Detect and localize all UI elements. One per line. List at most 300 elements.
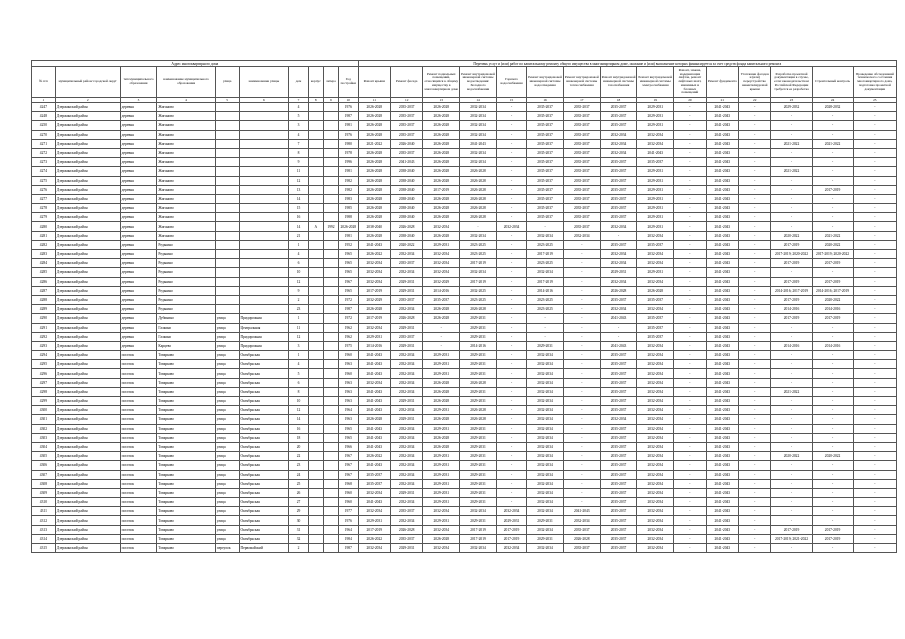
table-cell: [239, 194, 289, 203]
table-cell: 12: [289, 332, 308, 341]
table-cell: 2032-2034: [527, 488, 564, 497]
table-cell: 2035-2037: [600, 424, 637, 433]
table-cell: -: [812, 369, 853, 378]
table-cell: 2026-2040: [390, 139, 422, 148]
table-cell: Октябрьская: [239, 488, 289, 497]
table-cell: 2035-2037: [600, 516, 637, 525]
table-cell: -: [812, 442, 853, 451]
table-cell: Жиганово: [157, 222, 215, 231]
table-cell: 2014-2016: [771, 305, 812, 314]
table-cell: Редькино: [157, 250, 215, 259]
table-cell: поселок: [120, 369, 157, 378]
table-cell: -: [853, 544, 896, 553]
table-cell: 2026-2028: [390, 525, 422, 534]
table-cell: -: [496, 397, 526, 406]
table-cell: 2035-2037: [600, 470, 637, 479]
table-cell: Дзержинский район: [55, 231, 120, 240]
table-cell: 2032-2034: [637, 507, 674, 516]
table-cell: Дзержинский район: [55, 470, 120, 479]
table-cell: поселок: [120, 525, 157, 534]
table-cell: 4250: [32, 121, 56, 130]
table-cell: -: [563, 488, 600, 497]
table-cell: 2029-2031: [600, 268, 637, 277]
table-cell: Дзержинский район: [55, 286, 120, 295]
table-cell: 2026-2028: [637, 286, 674, 295]
table-cell: -: [812, 148, 853, 157]
address-section-title: Адрес многоквартирного дома: [32, 61, 359, 67]
table-cell: деревня: [120, 222, 157, 231]
table-cell: -: [674, 360, 706, 369]
table-cell: деревня: [120, 341, 157, 350]
table-cell: 1996: [338, 158, 358, 167]
table-cell: -: [739, 148, 771, 157]
table-cell: Дубинино: [157, 314, 215, 323]
table-cell: 2035-2037: [563, 167, 600, 176]
table-cell: 2026-2028: [358, 103, 390, 112]
column-number: 16: [527, 98, 564, 103]
table-cell: -: [674, 240, 706, 249]
table-cell: деревня: [120, 240, 157, 249]
column-header: улица: [215, 67, 239, 98]
table-cell: -: [739, 295, 771, 304]
table-cell: [323, 130, 338, 139]
table-row: [32, 424, 897, 433]
table-cell: деревня: [120, 176, 157, 185]
table-cell: 2032-2034: [390, 498, 422, 507]
table-cell: [308, 415, 323, 424]
table-cell: деревня: [120, 103, 157, 112]
table-cell: -: [771, 406, 812, 415]
table-cell: -: [600, 231, 637, 240]
table-cell: 2028-2032: [812, 103, 853, 112]
table-cell: 2035-2037: [637, 240, 674, 249]
table-cell: [323, 158, 338, 167]
table-cell: Жиганово: [157, 112, 215, 121]
table-cell: 2032-2034: [423, 507, 460, 516]
table-cell: 2041-2043: [706, 185, 738, 194]
table-cell: 2041-2043: [706, 231, 738, 240]
table-cell: Дзержинский район: [55, 415, 120, 424]
table-cell: -: [674, 461, 706, 470]
table-cell: 2014-2016: [423, 286, 460, 295]
table-cell: 4275: [32, 176, 56, 185]
table-cell: [323, 112, 338, 121]
table-cell: -: [739, 259, 771, 268]
table-cell: 1965: [338, 424, 358, 433]
table-cell: [239, 158, 289, 167]
table-cell: 2029-2031: [460, 516, 497, 525]
table-cell: -: [674, 323, 706, 332]
table-cell: 2032-2034: [637, 534, 674, 543]
column-number: 12: [390, 98, 422, 103]
table-cell: [323, 433, 338, 442]
table-cell: 2032-2034: [527, 498, 564, 507]
table-cell: 2035-2037: [600, 369, 637, 378]
table-cell: 2041-2043: [358, 406, 390, 415]
table-cell: 23: [289, 305, 308, 314]
table-cell: -: [771, 461, 812, 470]
table-cell: 4: [289, 360, 308, 369]
table-cell: -: [674, 369, 706, 378]
table-cell: -: [853, 268, 896, 277]
table-cell: Дзержинский район: [55, 378, 120, 387]
table-cell: 2021-2022: [771, 387, 812, 396]
table-cell: -: [423, 332, 460, 341]
table-cell: 2026-2028: [460, 185, 497, 194]
table-cell: 2035-2037: [600, 240, 637, 249]
table-cell: Товарково: [157, 544, 215, 553]
table-cell: поселок: [120, 479, 157, 488]
table-cell: [323, 341, 338, 350]
table-cell: Октябрьская: [239, 470, 289, 479]
table-cell: Редькино: [157, 259, 215, 268]
table-cell: -: [739, 461, 771, 470]
table-cell: [239, 213, 289, 222]
table-cell: 2041-2043: [706, 250, 738, 259]
table-cell: -: [674, 442, 706, 451]
table-cell: улица: [215, 442, 239, 451]
table-cell: -: [853, 332, 896, 341]
table-cell: [323, 176, 338, 185]
table-row: [32, 341, 897, 350]
table-cell: -: [771, 148, 812, 157]
table-cell: -: [853, 488, 896, 497]
table-cell: Дзержинский район: [55, 305, 120, 314]
table-row: [32, 369, 897, 378]
table-cell: 2029-2031: [390, 277, 422, 286]
table-cell: Дзержинский район: [55, 194, 120, 203]
table-cell: -: [563, 277, 600, 286]
table-cell: 2032-2034: [637, 433, 674, 442]
table-cell: 2032-2034: [637, 360, 674, 369]
table-cell: 2032-2034: [358, 323, 390, 332]
table-row: [32, 259, 897, 268]
table-cell: -: [739, 277, 771, 286]
table-cell: Жиганово: [157, 121, 215, 130]
table-cell: Жиганово: [157, 213, 215, 222]
table-cell: улица: [215, 507, 239, 516]
table-cell: -: [674, 121, 706, 130]
table-row: [32, 167, 897, 176]
table-cell: -: [563, 479, 600, 488]
table-cell: 15: [289, 204, 308, 213]
table-cell: 2035-2037: [600, 498, 637, 507]
column-header: корпус: [308, 67, 323, 98]
table-cell: деревня: [120, 167, 157, 176]
table-cell: -: [771, 516, 812, 525]
table-cell: 2029-2031: [460, 369, 497, 378]
table-cell: 2035-2037: [390, 130, 422, 139]
table-cell: 2029-2031: [423, 424, 460, 433]
table-cell: Октябрьская: [239, 525, 289, 534]
table-cell: 2032-2034: [637, 231, 674, 240]
table-cell: 2032-2029: [423, 277, 460, 286]
table-cell: 12: [289, 406, 308, 415]
column-number: 7: [289, 98, 308, 103]
table-cell: 2032-2034: [637, 351, 674, 360]
table-cell: -: [496, 360, 526, 369]
table-cell: -: [563, 286, 600, 295]
table-cell: поселок: [120, 470, 157, 479]
table-cell: [323, 360, 338, 369]
table-cell: 2035-2037: [600, 158, 637, 167]
table-cell: Дзержинский район: [55, 268, 120, 277]
table-cell: Октябрьская: [239, 433, 289, 442]
table-cell: -: [812, 544, 853, 553]
table-cell: 4: [289, 250, 308, 259]
table-cell: 2041-2043: [706, 130, 738, 139]
table-cell: 2035-2037: [600, 387, 637, 396]
table-cell: [239, 167, 289, 176]
table-cell: деревня: [120, 148, 157, 157]
table-cell: 2032-2034: [423, 259, 460, 268]
table-cell: 2029-2031: [423, 498, 460, 507]
table-cell: улица: [215, 323, 239, 332]
table-cell: -: [771, 360, 812, 369]
table-cell: [308, 470, 323, 479]
table-cell: Товарково: [157, 470, 215, 479]
table-cell: поселок: [120, 415, 157, 424]
table-cell: 2023-2025: [527, 240, 564, 249]
table-cell: [308, 406, 323, 415]
table-cell: 2032-2034: [460, 121, 497, 130]
table-cell: 2035-2037: [600, 176, 637, 185]
table-cell: -: [496, 442, 526, 451]
table-cell: 2017-2019; 2020-2022: [812, 250, 853, 259]
table-cell: 14: [289, 415, 308, 424]
table-cell: 2026-2028: [358, 231, 390, 240]
table-cell: -: [674, 222, 706, 231]
table-cell: 4307: [32, 470, 56, 479]
table-cell: -: [674, 378, 706, 387]
table-cell: 2032-2029: [358, 295, 390, 304]
table-cell: 2026-2028: [423, 139, 460, 148]
works-section-title: Перечень услуг и (или) работ по капитальному ремонту общего имущества в многоквартирном доме, оказание и (или) выполнение которых финансируется за счет средств фонда капитального ремонта: [358, 61, 896, 67]
table-cell: [308, 240, 323, 249]
table-cell: -: [812, 360, 853, 369]
table-cell: -: [771, 121, 812, 130]
table-cell: 2035-2037: [600, 378, 637, 387]
column-number: 11: [358, 98, 390, 103]
table-cell: [239, 148, 289, 157]
table-cell: 1962: [338, 323, 358, 332]
table-cell: [239, 204, 289, 213]
table-cell: -: [674, 130, 706, 139]
table-cell: -: [739, 378, 771, 387]
table-cell: улица: [215, 397, 239, 406]
table-cell: 1960: [338, 498, 358, 507]
table-cell: 2041-2043: [706, 204, 738, 213]
table-cell: -: [563, 378, 600, 387]
table-cell: -: [771, 158, 812, 167]
table-cell: 2035-2037: [600, 103, 637, 112]
table-cell: -: [674, 231, 706, 240]
table-cell: улица: [215, 470, 239, 479]
table-cell: 2038-2040: [390, 185, 422, 194]
table-cell: Октябрьская: [239, 461, 289, 470]
table-cell: 2029-2031: [423, 351, 460, 360]
table-cell: 29: [289, 507, 308, 516]
table-cell: Дзержинский район: [55, 158, 120, 167]
table-cell: -: [853, 250, 896, 259]
table-cell: [239, 103, 289, 112]
table-cell: 8: [289, 148, 308, 157]
table-cell: Дзержинский район: [55, 397, 120, 406]
table-row: [32, 488, 897, 497]
column-header: наименование муниципального образования: [157, 67, 215, 98]
table-cell: Дзержинский район: [55, 351, 120, 360]
table-cell: -: [739, 534, 771, 543]
table-cell: -: [771, 323, 812, 332]
table-cell: 2041-2043: [563, 507, 600, 516]
table-cell: Редькино: [157, 286, 215, 295]
table-cell: улица: [215, 314, 239, 323]
table-cell: 2035-2037: [600, 525, 637, 534]
table-cell: -: [853, 103, 896, 112]
table-cell: 4: [289, 103, 308, 112]
table-cell: -: [496, 415, 526, 424]
table-cell: [323, 286, 338, 295]
table-cell: -: [563, 341, 600, 350]
table-cell: -: [739, 240, 771, 249]
table-cell: -: [853, 415, 896, 424]
table-row: [32, 498, 897, 507]
table-cell: -: [563, 442, 600, 451]
table-cell: [239, 240, 289, 249]
table-cell: 1983: [338, 194, 358, 203]
table-cell: [323, 461, 338, 470]
table-cell: Дзержинский район: [55, 112, 120, 121]
table-cell: -: [853, 167, 896, 176]
table-cell: 2029-2031: [460, 332, 497, 341]
table-cell: [215, 277, 239, 286]
table-cell: 2017-2019: [496, 525, 526, 534]
table-cell: Товарково: [157, 488, 215, 497]
table-cell: 2029-2031: [460, 424, 497, 433]
table-row: [32, 139, 897, 148]
table-cell: -: [674, 479, 706, 488]
table-cell: 2014-2016: [812, 305, 853, 314]
table-row: [32, 406, 897, 415]
table-cell: 1963: [338, 360, 358, 369]
table-cell: 2032-2034: [600, 222, 637, 231]
table-cell: 2017-2019: [812, 525, 853, 534]
column-header: тип муниципального образования: [120, 67, 157, 98]
table-cell: 2041-2043: [358, 424, 390, 433]
table-cell: деревня: [120, 250, 157, 259]
table-cell: 1988: [338, 213, 358, 222]
table-cell: -: [496, 433, 526, 442]
table-cell: [323, 525, 338, 534]
table-cell: 2029-2031: [637, 204, 674, 213]
table-cell: [308, 534, 323, 543]
table-cell: 1992: [323, 222, 338, 231]
table-cell: 2032-2034: [460, 103, 497, 112]
table-cell: 2041-2043: [706, 360, 738, 369]
table-cell: [323, 231, 338, 240]
table-row: [32, 103, 897, 112]
table-cell: -: [739, 112, 771, 121]
table-cell: 2032-2034: [637, 415, 674, 424]
table-cell: 1987: [338, 544, 358, 553]
table-cell: 2032-2034: [390, 516, 422, 525]
table-cell: -: [496, 424, 526, 433]
table-cell: 2032-2034: [637, 424, 674, 433]
table-cell: 2032-2034: [423, 525, 460, 534]
table-cell: 2041-2043: [706, 314, 738, 323]
table-cell: 2029-2031: [460, 314, 497, 323]
table-cell: [323, 534, 338, 543]
table-cell: Жиганово: [157, 130, 215, 139]
table-cell: 2029-2031: [460, 433, 497, 442]
column-number: 25: [853, 98, 896, 103]
table-cell: -: [739, 442, 771, 451]
table-cell: 2014-2016: [527, 286, 564, 295]
table-cell: 21: [289, 231, 308, 240]
table-row: [32, 295, 897, 304]
table-cell: 1972: [338, 314, 358, 323]
table-cell: 2032-2034: [390, 470, 422, 479]
table-cell: 2026-2028: [358, 204, 390, 213]
table-cell: 2035-2037: [390, 103, 422, 112]
table-cell: 4302: [32, 424, 56, 433]
table-cell: Дзержинский район: [55, 341, 120, 350]
table-cell: -: [496, 470, 526, 479]
table-cell: 2041-2043: [706, 176, 738, 185]
table-cell: -: [853, 507, 896, 516]
table-cell: улица: [215, 433, 239, 442]
table-cell: поселок: [120, 360, 157, 369]
table-cell: 2026-2028: [423, 442, 460, 451]
table-cell: 2032-2034: [527, 479, 564, 488]
table-cell: 2035-2037: [563, 222, 600, 231]
table-cell: 2017-2019: [812, 185, 853, 194]
table-cell: улица: [215, 387, 239, 396]
table-cell: поселок: [120, 424, 157, 433]
table-cell: 2029-2031: [527, 341, 564, 350]
table-cell: -: [812, 204, 853, 213]
table-cell: [308, 332, 323, 341]
table-cell: улица: [215, 525, 239, 534]
table-cell: -: [600, 332, 637, 341]
table-cell: 2023-2025: [460, 250, 497, 259]
table-cell: 2026-2028: [563, 534, 600, 543]
table-cell: 2029-2032: [771, 103, 812, 112]
table-cell: 2020-2022: [771, 231, 812, 240]
table-cell: [308, 231, 323, 240]
table-cell: 4292: [32, 332, 56, 341]
table-cell: 2017-2019: [771, 525, 812, 534]
table-cell: 2035-2037: [527, 204, 564, 213]
table-cell: 2026-2028: [390, 314, 422, 323]
table-cell: 4295: [32, 360, 56, 369]
table-cell: 2035-2037: [563, 176, 600, 185]
table-cell: Дзержинский район: [55, 387, 120, 396]
table-cell: Дзержинский район: [55, 516, 120, 525]
table-cell: -: [812, 470, 853, 479]
table-cell: Дзержинский район: [55, 452, 120, 461]
table-cell: -: [771, 433, 812, 442]
column-number: 8: [308, 98, 323, 103]
table-cell: 2035-2037: [600, 544, 637, 553]
table-cell: 2041-2043: [706, 452, 738, 461]
table-cell: 2032-2034: [390, 461, 422, 470]
table-cell: [239, 259, 289, 268]
table-cell: -: [496, 158, 526, 167]
table-cell: 2017-2019: [812, 314, 853, 323]
table-cell: 2021-2022: [812, 231, 853, 240]
table-cell: -: [496, 332, 526, 341]
